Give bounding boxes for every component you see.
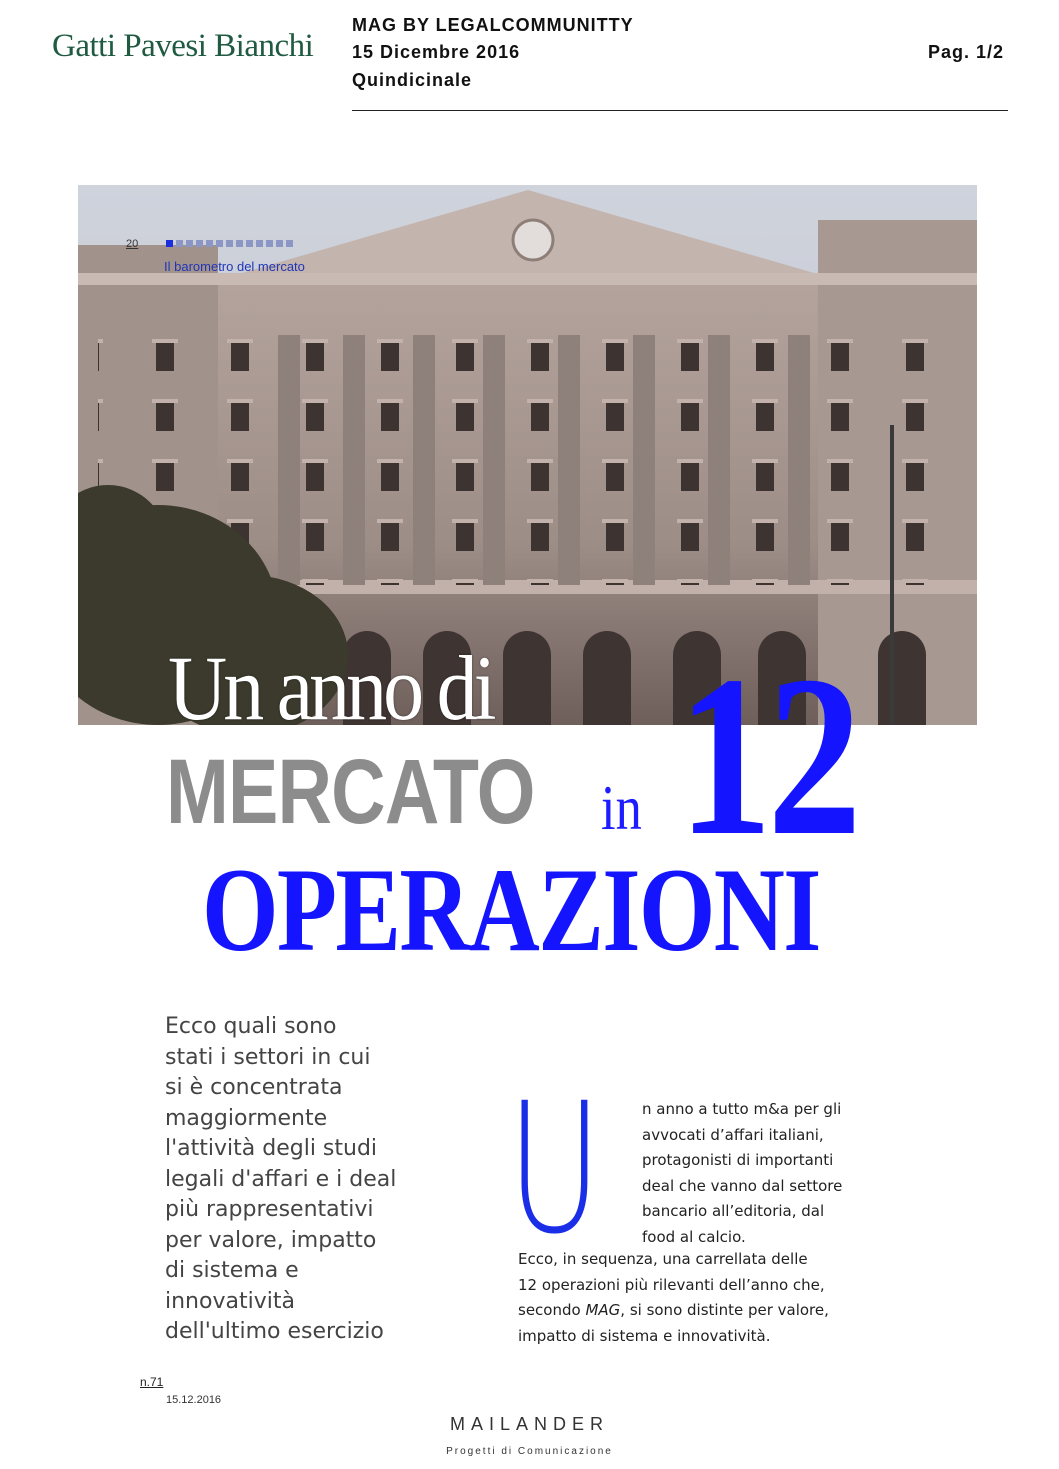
- progress-square: [256, 240, 263, 247]
- page-indicator: Pag. 1/2: [927, 42, 1004, 62]
- progress-square: [216, 240, 223, 247]
- body-line: deal che vanno dal settore: [642, 1176, 843, 1195]
- body-line: n anno a tutto m&a per gli: [642, 1100, 842, 1118]
- lead-line: per valore, impatto: [165, 1227, 377, 1253]
- section-progress-indicator: [166, 240, 293, 247]
- progress-square: [266, 240, 273, 247]
- body-line: avvocati d’affari italiani,: [642, 1125, 824, 1144]
- header-divider: [352, 110, 1008, 111]
- lead-line: l'attività degli studi: [165, 1136, 378, 1161]
- agency-tagline: Progetti di Comunicazione: [446, 1446, 613, 1457]
- article-lead: [165, 1012, 465, 1348]
- body-line: impatto di sistema e innovatività.: [518, 1326, 771, 1345]
- agency-brand: MAILANDER: [449, 1414, 610, 1434]
- body-line: food al calcio.: [642, 1227, 746, 1246]
- progress-square: [206, 240, 213, 247]
- lead-line: innovatività: [165, 1288, 295, 1314]
- lead-line: legali d'affari e i deal: [165, 1166, 397, 1192]
- title-line-1: Un anno di: [168, 637, 493, 740]
- progress-square: [196, 240, 203, 247]
- progress-square: [286, 240, 293, 247]
- progress-square: [246, 240, 253, 247]
- title-operazioni: OPERAZIONI: [202, 843, 820, 976]
- publication-date: 15 Dicembre 2016: [352, 42, 521, 62]
- magazine-page-number: 20: [126, 238, 139, 250]
- body-paragraph-2: [518, 1247, 829, 1349]
- body-line: secondo MAG, si sono distinte per valore,: [518, 1301, 829, 1319]
- lead-line: dell'ultimo esercizio: [165, 1319, 384, 1344]
- lead-line: maggiormente: [165, 1105, 328, 1131]
- title-mercato: MERCATO: [166, 741, 535, 843]
- lead-line: di sistema e: [165, 1258, 299, 1283]
- publication-name: MAG BY LEGALCOMMUNITTY: [352, 15, 634, 35]
- issue-number: n.71: [140, 1375, 164, 1389]
- body-paragraph-1: [642, 1097, 842, 1250]
- publisher-logo: Gatti Pavesi Bianchi: [52, 28, 314, 64]
- lead-line: si è concentrata: [165, 1075, 343, 1100]
- body-line: Ecco, in sequenza, una carrellata delle: [518, 1250, 808, 1268]
- issue-date: 15.12.2016: [166, 1394, 222, 1406]
- body-line: bancario all’editoria, dal: [642, 1202, 825, 1220]
- lead-line: stati i settori in cui: [165, 1044, 371, 1070]
- lead-line: Ecco quali sono: [165, 1014, 337, 1039]
- progress-square: [276, 240, 283, 247]
- section-label: Il barometro del mercato: [164, 259, 305, 274]
- drop-cap: U: [507, 1065, 602, 1274]
- lead-line: più rappresentativi: [165, 1197, 374, 1222]
- publication-frequency: Quindicinale: [352, 70, 473, 90]
- title-in: in: [601, 772, 642, 843]
- progress-square: [186, 240, 193, 247]
- body-line: protagonisti di importanti: [642, 1151, 834, 1169]
- progress-square: [226, 240, 233, 247]
- progress-square: [176, 240, 183, 247]
- body-line: 12 operazioni più rilevanti dell’anno che,: [518, 1275, 825, 1294]
- progress-square: [166, 240, 173, 247]
- title-number: 12: [678, 628, 857, 883]
- progress-square: [236, 240, 243, 247]
